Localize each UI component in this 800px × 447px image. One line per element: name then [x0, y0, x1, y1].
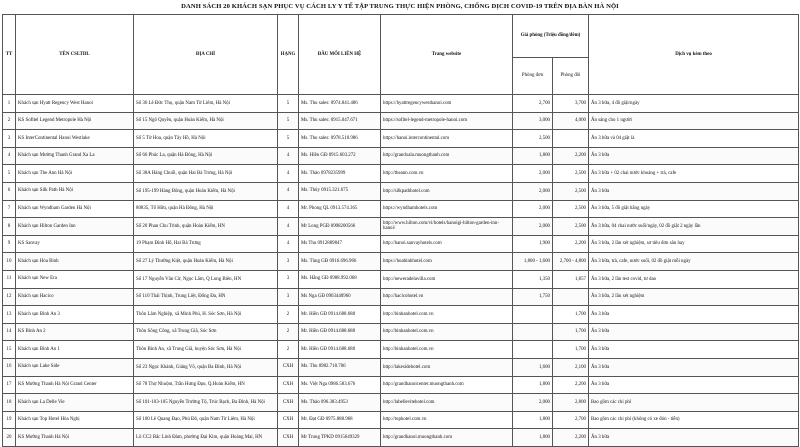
cell-tt: 14 [3, 323, 16, 341]
cell-price-single [513, 306, 553, 324]
cell-tt: 16 [3, 358, 16, 376]
table-row [3, 429, 799, 447]
table-row [3, 323, 799, 341]
cell-services: Ăn 3 bữa, 5 đồ giặt hằng ngày [589, 200, 799, 218]
cell-address: Số 36 Lê Đức Thọ, quận Nam Từ Liêm, Hà Nội [134, 95, 278, 113]
cell-tt: 2 [3, 112, 16, 130]
cell-services: Ăn 3 bữa [589, 147, 799, 165]
cell-price-double: 2,500 [553, 165, 589, 183]
cell-services: Ăn 3 bữa [589, 323, 799, 341]
cell-address: Số 195-199 Hàng Bông, quận Hoàn Kiếm, Hà Nội [134, 182, 278, 200]
cell-website: http://hanoi.sanvayhotels.com [381, 235, 513, 253]
cell-price-single: 1,800 [513, 376, 553, 394]
cell-website: http://grandhanoi.muongthanh.com [381, 429, 513, 447]
table-row [3, 147, 799, 165]
cell-tt: 3 [3, 130, 16, 148]
cell-contact: Mr. Hiền GĐ 0914.688.688 [299, 323, 381, 341]
table-row [3, 253, 799, 271]
table-row [3, 95, 799, 113]
cell-address: Thôn Bình An, xã Trung Giã, huyện Sóc Sơn, Hà Nội [134, 341, 278, 359]
cell-contact: Ms Nga GĐ 0903440960 [299, 288, 381, 306]
cell-website: http://grandhanoicenter.muongthanh.com [381, 376, 513, 394]
cell-name: Khách sạn Bình An 3 [16, 306, 134, 324]
table-row [3, 165, 799, 183]
cell-name: Khách sạn Hòa Bình [16, 253, 134, 271]
cell-name: Khách sạn Top Hotel Hòa Nghị [16, 411, 134, 429]
cell-services: Ăn 3 bữa [589, 306, 799, 324]
cell-services: Ăn 3 bữa + 02 chai nước khoáng + trà, cafe [589, 165, 799, 183]
cell-price-double: 2,200 [553, 429, 589, 447]
cell-rank: CXH [278, 394, 299, 412]
cell-price-double [553, 130, 589, 148]
cell-website: http://labellevitehotel.com [381, 394, 513, 412]
cell-website: http://silkpathhotel.com [381, 182, 513, 200]
cell-contact: Ms. Hằng GĐ 0988.992.068 [299, 270, 381, 288]
cell-price-single: 2,700 [513, 95, 553, 113]
cell-price-double: 2,100 [553, 358, 589, 376]
hotel-table [2, 14, 799, 447]
cell-services: Ăn 3 bữa [589, 182, 799, 200]
cell-address: Thôn Sông Công, xã Trung Giã, Sóc Sơn [134, 323, 278, 341]
cell-contact: Ms. Hiền GĐ 0915.603.272 [299, 147, 381, 165]
header-name: TÊN CSLTDL [16, 15, 134, 95]
cell-price-single: 2,500 [513, 130, 553, 148]
cell-rank: 3 [278, 270, 299, 288]
cell-name: KS Mường Thanh Hà Nội [16, 429, 134, 447]
cell-name: KS Sanvay [16, 235, 134, 253]
cell-price-single: 2,000 [513, 394, 553, 412]
cell-website: https://hanoi.intercontinental.com [381, 130, 513, 148]
header-rank: HẠNG [278, 15, 299, 95]
cell-contact: Ms Thu 0912889847 [299, 235, 381, 253]
cell-price-double: 1,700 [553, 323, 589, 341]
header-address: ĐỊA CHỈ [134, 15, 278, 95]
cell-tt: 7 [3, 200, 16, 218]
cell-name: Khách sạn La Delle Vie [16, 394, 134, 412]
table-row [3, 306, 799, 324]
cell-website: https://sofitel-legend-metropole-hanoi.com [381, 112, 513, 130]
cell-price-double: 1,700 [553, 306, 589, 324]
cell-services: Ăn 3 bữa, 4 đồ giặt/ngày [589, 95, 799, 113]
cell-price-double: 2,700 [553, 411, 589, 429]
cell-name: KS InterContinental Hanoi Westlake [16, 130, 134, 148]
cell-tt: 17 [3, 376, 16, 394]
cell-website: https://hoabinhhotel.com [381, 253, 513, 271]
cell-address: Số 38A Hàng Chuối, quận Hai Bà Trưng, Hà Nội [134, 165, 278, 183]
cell-rank: 5 [278, 95, 299, 113]
table-row [3, 235, 799, 253]
cell-address: Số 5 Từ Hoa, quận Tây Hồ, Hà Nội [134, 130, 278, 148]
cell-website: http://binhanhotel.com.vn [381, 341, 513, 359]
cell-contact: Ms. Thảo 0978235999 [299, 165, 381, 183]
cell-rank: CXH [278, 411, 299, 429]
cell-name: Khách sạn The Ann Hà Nội [16, 165, 134, 183]
cell-price-double: 3,700 [553, 95, 589, 113]
cell-price-single: 1,800 - 1,600 [513, 253, 553, 271]
cell-rank: CXH [278, 358, 299, 376]
cell-rank: 4 [278, 182, 299, 200]
cell-name: KS Mường Thanh Hà Nội Grand Center [16, 376, 134, 394]
cell-price-single: 1,800 [513, 429, 553, 447]
cell-website: https://wyndhamhotels.com [381, 200, 513, 218]
cell-tt: 5 [3, 165, 16, 183]
cell-address: Lô CC2 Bắc Linh Đàm, phường Đại Kim, quận Hoàng Mai, HN [134, 429, 278, 447]
cell-services: Ăn 3 bữa [589, 358, 799, 376]
cell-name: Khách sạn Lake Side [16, 358, 134, 376]
cell-services: Ăn 3 bữa, 2 lần xét nghiệm [589, 288, 799, 306]
cell-services: Ăn 3 bữa [589, 341, 799, 359]
cell-services: Ăn 3 bữa, 2 lần test covid, tư dao [589, 270, 799, 288]
cell-name: Khách sạn New Era [16, 270, 134, 288]
cell-rank: 2 [278, 341, 299, 359]
cell-price-single: 1,800 [513, 147, 553, 165]
table-row [3, 358, 799, 376]
document-title: DANH SÁCH 20 KHÁCH SẠN PHỤC VỤ CÁCH LY Y TẾ TẬP TRUNG THỰC HIỆN PHÒNG, CHỐNG DỊCH COVID-19 TRÊN ĐỊA BÀN HÀ NỘI [181, 3, 619, 10]
cell-website: http://lakesidehotel.com [381, 358, 513, 376]
cell-contact: Mr. Hiền GĐ 0914.688.688 [299, 306, 381, 324]
cell-name: KS Sofitel Legend Metropole Hà Nội [16, 112, 134, 130]
cell-price-double: 2,500 [553, 182, 589, 200]
table-row [3, 112, 799, 130]
cell-price-single: 1,750 [513, 288, 553, 306]
cell-tt: 15 [3, 341, 16, 359]
cell-price-single: 2,000 [513, 200, 553, 218]
cell-contact: Ms. Thu sales: 0974.841.486 [299, 95, 381, 113]
cell-rank: 4 [278, 200, 299, 218]
cell-contact: Ms. Việt Nga 0986.583.676 [299, 376, 381, 394]
cell-price-single: 1,800 [513, 411, 553, 429]
cell-rank: 3 [278, 288, 299, 306]
cell-rank: 4 [278, 147, 299, 165]
cell-address: Thôn Lâm Nghiệp, xã Minh Phú, H. Sóc Sơn, Hà Nội [134, 306, 278, 324]
cell-services: Ăn 3 bữa và 04 giặt là [589, 130, 799, 148]
cell-price-double: 2,800 [553, 394, 589, 412]
cell-name: Khách sạn Silk Path Hà Nội [16, 182, 134, 200]
table-row [3, 341, 799, 359]
cell-services: Ăn 3 bữa, 2 lần xét nghiệm, sơ tiêu đơn săn hay [589, 235, 799, 253]
cell-tt: 12 [3, 288, 16, 306]
cell-tt: 9 [3, 235, 16, 253]
cell-address: Số 100 Lê Quang Đạo, Phú Đô, quận Nam Từ Liêm, Hà Nội [134, 411, 278, 429]
header-services: Dịch vụ kèm theo [589, 15, 799, 95]
cell-name: Khách sạn Bình An 1 [16, 341, 134, 359]
cell-tt: 20 [3, 429, 16, 447]
cell-name: Khách sạn Hilton Garden Inn [16, 218, 134, 236]
cell-contact: Mr Long PGĐ 0908200566 [299, 218, 381, 236]
cell-address: Số 15 Ngô Quyền, quận Hoàn Kiếm, Hà Nội [134, 112, 278, 130]
cell-price-single: 1,600 [513, 358, 553, 376]
table-body [3, 95, 799, 447]
cell-contact: Mr Trung TPKD 0915649329 [299, 429, 381, 447]
table-row [3, 130, 799, 148]
cell-price-double: 1,857 [553, 270, 589, 288]
cell-price-single: 3,000 [513, 112, 553, 130]
cell-contact: Mr. Đạt GĐ 0975.888.968 [299, 411, 381, 429]
cell-price-single [513, 323, 553, 341]
table-row [3, 288, 799, 306]
cell-price-double: 2,200 [553, 376, 589, 394]
cell-rank: 3 [278, 253, 299, 271]
cell-name: Khách sạn Hacico [16, 288, 134, 306]
cell-price-double: 2,700 - 4,800 [553, 253, 589, 271]
cell-rank: 4 [278, 235, 299, 253]
header-price-single: Phòng đơn [513, 58, 553, 95]
cell-website: http://binhanhotel.com.vn [381, 323, 513, 341]
cell-address: Số 27 Lý Thường Kiệt, quận Hoàn Kiếm, Hà Nội [134, 253, 278, 271]
cell-services: Ăn sáng cho 1 người [589, 112, 799, 130]
cell-tt: 4 [3, 147, 16, 165]
cell-price-double: 2,500 [553, 200, 589, 218]
cell-price-single: 2,000 [513, 165, 553, 183]
cell-name: Khách sạn Mường Thanh Grand Xa La [16, 147, 134, 165]
cell-website: http://binhanhotel.com.vn [381, 306, 513, 324]
cell-website: http://theann.com.vn [381, 165, 513, 183]
table-row [3, 270, 799, 288]
header-website: Trang website [381, 15, 513, 95]
cell-website: http://hacicohotel.vn [381, 288, 513, 306]
cell-price-single [513, 341, 553, 359]
cell-tt: 8 [3, 218, 16, 236]
cell-services: Ăn 3 bữa, trà, cafe, nước suối, 02 đồ giặt mỗi ngày [589, 253, 799, 271]
cell-address: Số 23 Ngọc Khánh, Giảng Võ, quận Ba Đình, Hà Nội [134, 358, 278, 376]
table-row [3, 394, 799, 412]
cell-services: Bao gồm các chi phí [589, 394, 799, 412]
cell-services: Ăn 3 bữa, 04 chai nước suối/ngày, 02 đồ giặt 2 ngày lần [589, 218, 799, 236]
cell-tt: 1 [3, 95, 16, 113]
table-row [3, 182, 799, 200]
cell-name: Khách sạn Hyatt Regency West Hanoi [16, 95, 134, 113]
cell-tt: 6 [3, 182, 16, 200]
cell-rank: 2 [278, 306, 299, 324]
cell-contact: Ms. Thu sales: 0978.510.986 [299, 130, 381, 148]
cell-address: Số 78 Thợ Nhuộm, Trần Hưng Đạo, Q.Hoàn Kiếm, HN [134, 376, 278, 394]
cell-address: 80835, Tố Hữu, quận Hà Đông, Hà Nội [134, 200, 278, 218]
table-row [3, 376, 799, 394]
cell-price-single: 2,000 [513, 182, 553, 200]
cell-price-double: 2,500 [553, 218, 589, 236]
cell-tt: 18 [3, 394, 16, 412]
cell-tt: 11 [3, 270, 16, 288]
table-row [3, 218, 799, 236]
cell-rank: 5 [278, 130, 299, 148]
cell-price-double: 4,000 [553, 112, 589, 130]
cell-rank: 5 [278, 112, 299, 130]
cell-contact: Ms. Tùng GĐ 0916.696.966 [299, 253, 381, 271]
cell-name: Khách sạn Wyndham Garden Hà Nội [16, 200, 134, 218]
cell-address: Số 110 Thái Thịnh, Trung Liệt, Đống Đa, HN [134, 288, 278, 306]
cell-contact: Mr. Hiền GĐ 0914.688.688 [299, 341, 381, 359]
cell-address: 19 Phạm Đình Hổ, Hai Bà Trưng [134, 235, 278, 253]
cell-tt: 10 [3, 253, 16, 271]
cell-address: Số 20 Phan Chu Trinh, quận Hoàn Kiếm, HN [134, 218, 278, 236]
cell-services: Bao gồm các chi phí (không có xe đón - tiễn) [589, 411, 799, 429]
cell-rank: 2 [278, 323, 299, 341]
cell-services: Ăn 3 bữa [589, 376, 799, 394]
cell-address: Số 17 Nguyễn Văn Cừ, Ngọc Lâm, Q Long Biên, HN [134, 270, 278, 288]
cell-price-single: 1,900 [513, 235, 553, 253]
cell-price-double: 2,200 [553, 147, 589, 165]
cell-price-single: 1,350 [513, 270, 553, 288]
cell-contact: Ms. Thu sales: 0915.047.671 [299, 112, 381, 130]
cell-rank: CXH [278, 429, 299, 447]
table-row [3, 200, 799, 218]
table-header [3, 15, 799, 95]
cell-rank: 4 [278, 165, 299, 183]
cell-contact: Ms. Thảo 096.383.4953 [299, 394, 381, 412]
cell-price-double [553, 288, 589, 306]
cell-contact: Ms. Thu 0982.718.706 [299, 358, 381, 376]
cell-address: Số 101-103-105 Nguyễn Trường Tộ, Trúc Bạch, Ba Đình, Hà Nội [134, 394, 278, 412]
cell-price-double: 1,700 [553, 341, 589, 359]
cell-rank: 4 [278, 218, 299, 236]
cell-price-double: 2,200 [553, 235, 589, 253]
header-contact: ĐẦU MỐI LIÊN HỆ [299, 15, 381, 95]
cell-contact: Mr. Phong QL 0913.574.365 [299, 200, 381, 218]
cell-tt: 13 [3, 306, 16, 324]
cell-website: http://www.hilton.com/vi/hotels/hanoigi-hilton-garden-inn-hanoi/ [381, 218, 513, 236]
cell-services: Ăn 3 bữa [589, 429, 799, 447]
header-price-group: Giá phòng (Triệu đồng/đêm) [513, 15, 589, 58]
cell-name: KS Bình An 2 [16, 323, 134, 341]
cell-website: http://grandxala.muongthanh.com [381, 147, 513, 165]
cell-rank: CXH [278, 376, 299, 394]
cell-website: http://neweradelavilla.com [381, 270, 513, 288]
cell-address: Số 66 Phúc La, quận Hà Đông, Hà Nội [134, 147, 278, 165]
cell-website: https://hyattregencywesthanoi.com [381, 95, 513, 113]
cell-contact: Ms. Thủy 0915.321.675 [299, 182, 381, 200]
header-price-double: Phòng đôi [553, 58, 589, 95]
cell-tt: 19 [3, 411, 16, 429]
header-tt: TT [3, 15, 16, 95]
cell-price-single: 2,000 [513, 218, 553, 236]
cell-website: http://tophotel.com.vn [381, 411, 513, 429]
